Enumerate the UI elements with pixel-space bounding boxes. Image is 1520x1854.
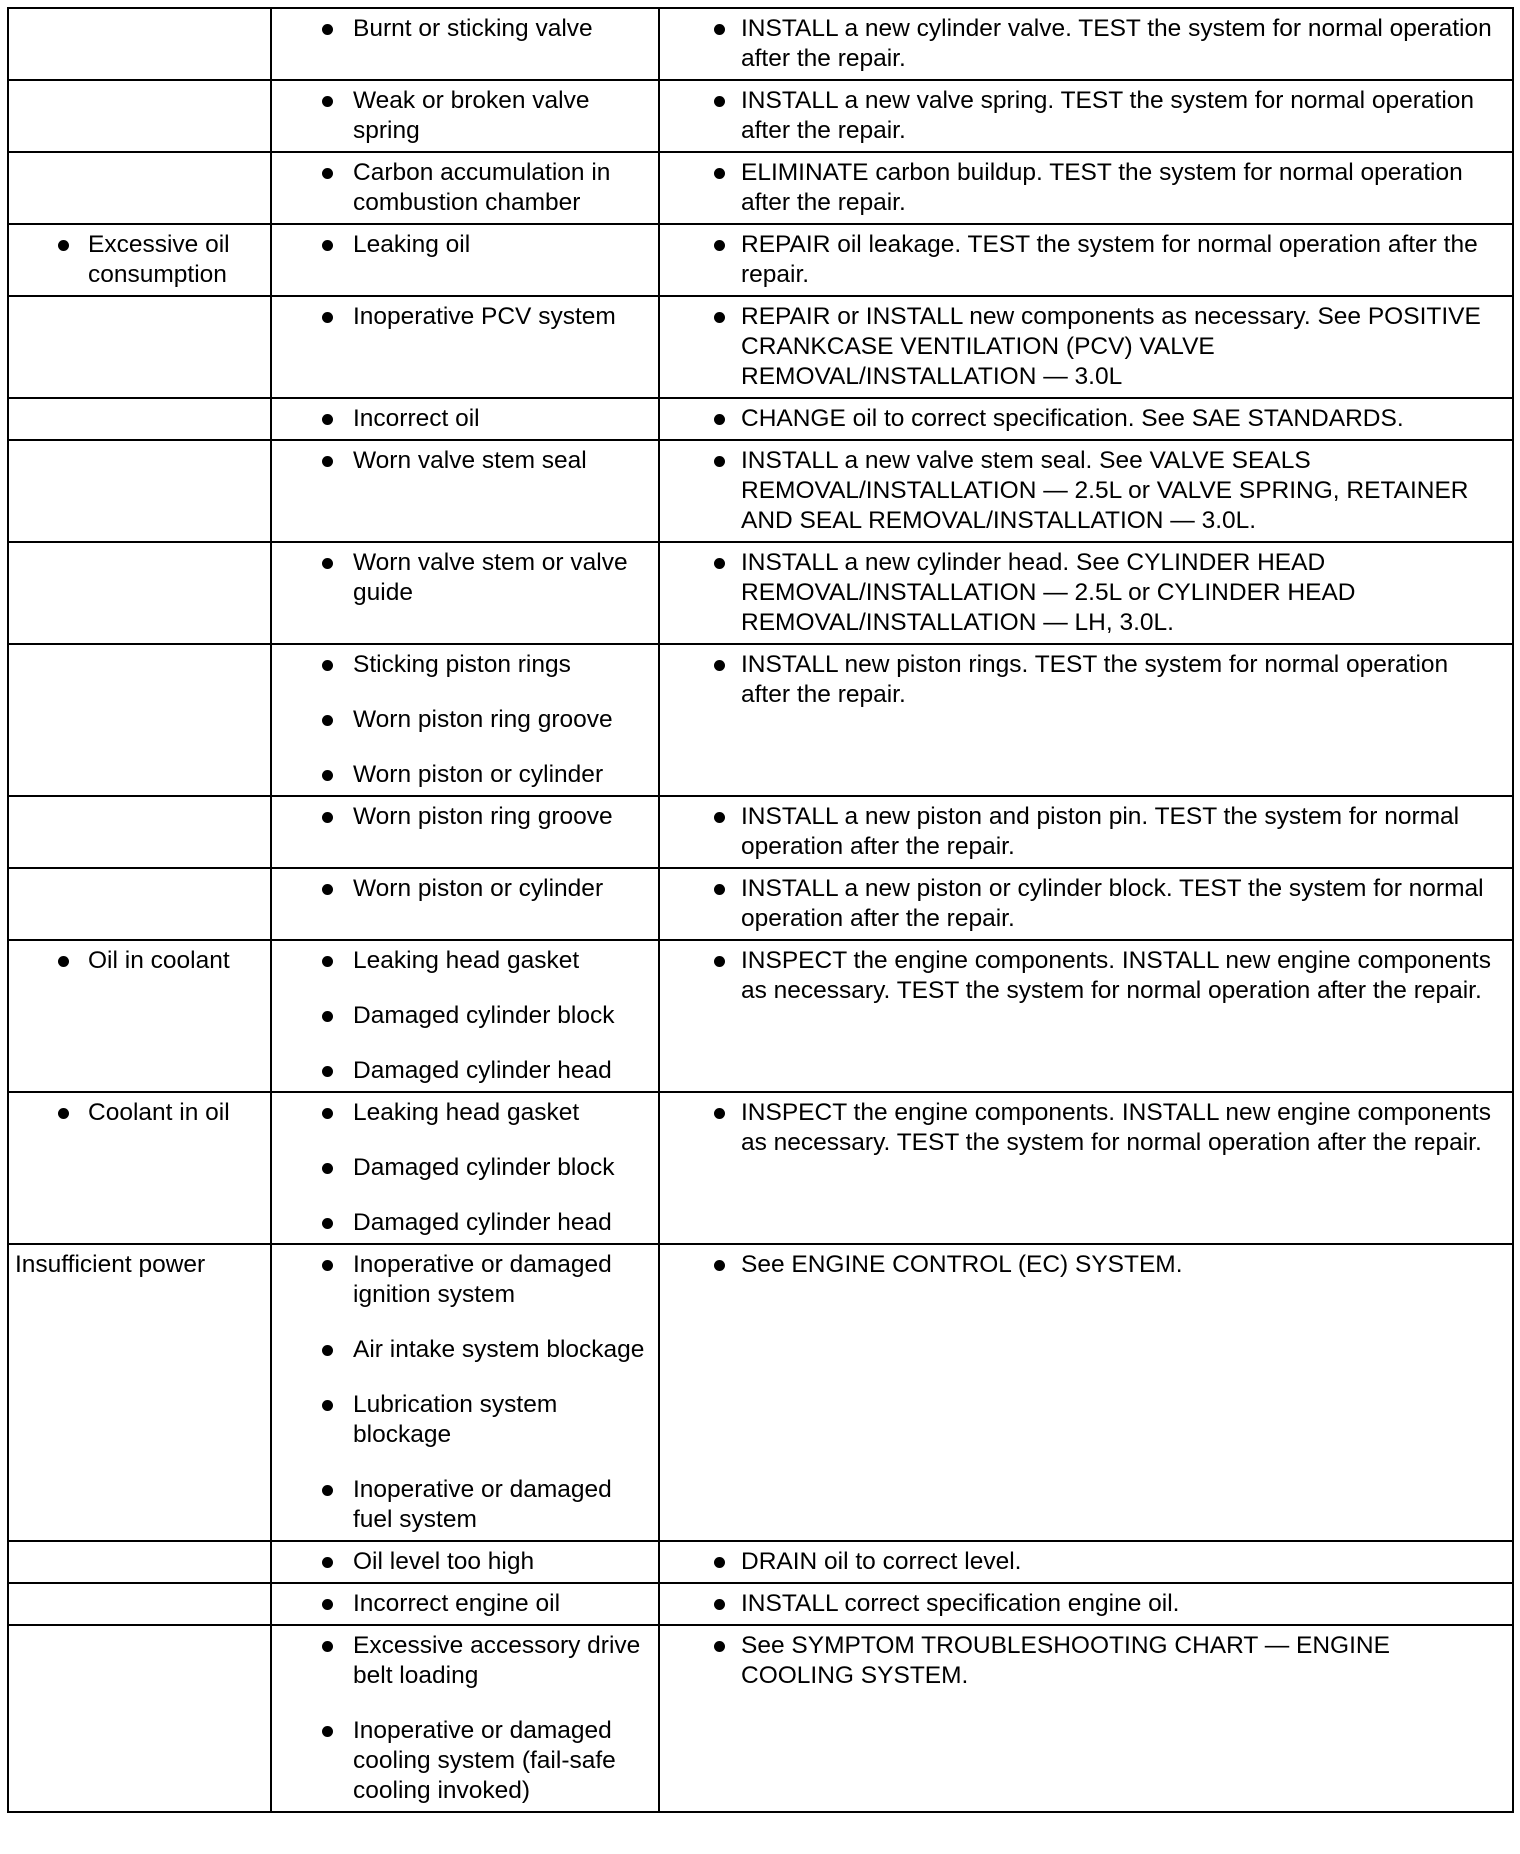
cause-text: Damaged cylinder head	[353, 1057, 612, 1084]
symptom-item	[13, 230, 262, 290]
bullet-icon	[714, 812, 725, 823]
action-text: ELIMINATE carbon buildup. TEST the system for normal operation after the repair.	[741, 159, 1463, 216]
cause-item	[276, 802, 650, 832]
cause-item	[276, 1001, 650, 1031]
action-cell	[659, 1092, 1513, 1244]
cause-item	[276, 158, 650, 218]
symptom-cell	[8, 80, 271, 152]
symptom-text: Excessive oil consumption	[88, 231, 230, 288]
action-text: REPAIR oil leakage. TEST the system for normal operation after the repair.	[741, 231, 1478, 288]
cause-item	[276, 760, 650, 790]
action-item	[664, 874, 1504, 934]
action-item	[664, 946, 1504, 1006]
action-item	[664, 1098, 1504, 1158]
symptom-cell	[8, 1625, 271, 1812]
action-cell	[659, 1583, 1513, 1625]
cause-cell	[271, 1583, 659, 1625]
bullet-icon	[714, 884, 725, 895]
cause-item	[276, 1335, 650, 1365]
action-cell	[659, 796, 1513, 868]
action-item	[664, 302, 1504, 392]
cause-text: Burnt or sticking valve	[353, 15, 593, 42]
bullet-icon	[714, 660, 725, 671]
symptom-cell	[8, 224, 271, 296]
cause-cell	[271, 868, 659, 940]
cause-cell	[271, 940, 659, 1092]
cause-text: Damaged cylinder block	[353, 1002, 615, 1029]
cause-cell	[271, 224, 659, 296]
action-text: INSTALL correct specification engine oil.	[741, 1590, 1180, 1617]
cause-item	[276, 946, 650, 976]
bullet-icon	[322, 1218, 333, 1229]
cause-text: Damaged cylinder head	[353, 1209, 612, 1236]
cause-text: Worn valve stem or valve guide	[353, 549, 628, 606]
cause-text: Sticking piston rings	[353, 651, 571, 678]
cause-cell	[271, 8, 659, 80]
bullet-icon	[714, 240, 725, 251]
cause-cell	[271, 1625, 659, 1812]
action-text: INSPECT the engine components. INSTALL new engine components as necessary. TEST the system for normal operation after the repair.	[741, 1099, 1491, 1156]
action-item	[664, 1547, 1504, 1577]
table-row	[8, 440, 1513, 542]
cause-text: Leaking oil	[353, 231, 471, 258]
bullet-icon	[322, 456, 333, 467]
table-row	[8, 1092, 1513, 1244]
bullet-icon	[322, 312, 333, 323]
action-text: See SYMPTOM TROUBLESHOOTING CHART — ENGINE COOLING SYSTEM.	[741, 1632, 1390, 1689]
cause-item	[276, 1475, 650, 1535]
bullet-icon	[322, 884, 333, 895]
action-cell	[659, 296, 1513, 398]
symptom-cell	[8, 796, 271, 868]
symptom-cell	[8, 398, 271, 440]
bullet-icon	[714, 96, 725, 107]
bullet-icon	[322, 660, 333, 671]
bullet-icon	[322, 1108, 333, 1119]
cause-text: Air intake system blockage	[353, 1336, 645, 1363]
cause-item	[276, 1208, 650, 1238]
symptom-cell	[8, 868, 271, 940]
cause-text: Weak or broken valve spring	[353, 87, 590, 144]
cause-cell	[271, 644, 659, 796]
bullet-icon	[322, 168, 333, 179]
action-item	[664, 1589, 1504, 1619]
cause-item	[276, 705, 650, 735]
cause-item	[276, 1153, 650, 1183]
action-item	[664, 548, 1504, 638]
cause-cell	[271, 440, 659, 542]
bullet-icon	[322, 770, 333, 781]
action-cell	[659, 1541, 1513, 1583]
action-text: INSTALL a new cylinder valve. TEST the system for normal operation after the repair.	[741, 15, 1492, 72]
action-text: INSPECT the engine components. INSTALL new engine components as necessary. TEST the system for normal operation after the repair.	[741, 947, 1491, 1004]
cause-text: Lubrication system blockage	[353, 1391, 558, 1448]
symptom-cell	[8, 1244, 271, 1541]
symptom-item	[13, 946, 262, 976]
table-row	[8, 224, 1513, 296]
cause-text: Worn piston ring groove	[353, 803, 613, 830]
bullet-icon	[322, 1557, 333, 1568]
bullet-icon	[58, 1108, 69, 1119]
cause-text: Incorrect oil	[353, 405, 480, 432]
symptom-item	[13, 1098, 262, 1128]
table-row	[8, 796, 1513, 868]
action-item	[664, 14, 1504, 74]
action-text: INSTALL a new valve stem seal. See VALVE SEALS REMOVAL/INSTALLATION — 2.5L or VALVE SPRING, RETAINER AND SEAL REMOVAL/INSTALLATION — 3.0L.	[741, 447, 1469, 534]
cause-item	[276, 14, 650, 44]
table-row	[8, 1244, 1513, 1541]
symptom-cell	[8, 1583, 271, 1625]
cause-cell	[271, 1092, 659, 1244]
action-cell	[659, 80, 1513, 152]
cause-text: Carbon accumulation in combustion chamber	[353, 159, 611, 216]
symptom-cell	[8, 296, 271, 398]
cause-item	[276, 1098, 650, 1128]
cause-item	[276, 446, 650, 476]
symptom-text: Insufficient power	[15, 1251, 206, 1278]
bullet-icon	[322, 1066, 333, 1077]
cause-item	[276, 404, 650, 434]
action-text: REPAIR or INSTALL new components as necessary. See POSITIVE CRANKCASE VENTILATION (PCV) VALVE REMOVAL/INSTALLATION — 3.0L	[741, 303, 1481, 390]
cause-item	[276, 548, 650, 608]
cause-text: Worn piston ring groove	[353, 706, 613, 733]
symptom-cell	[8, 8, 271, 80]
action-cell	[659, 1625, 1513, 1812]
cause-item	[276, 1716, 650, 1806]
cause-cell	[271, 1541, 659, 1583]
symptom-cell	[8, 1541, 271, 1583]
symptom-cell	[8, 440, 271, 542]
action-item	[664, 86, 1504, 146]
cause-item	[276, 1631, 650, 1691]
bullet-icon	[322, 558, 333, 569]
bullet-icon	[322, 1163, 333, 1174]
cause-cell	[271, 398, 659, 440]
cause-item	[276, 650, 650, 680]
action-text: DRAIN oil to correct level.	[741, 1548, 1022, 1575]
symptom-text: Coolant in oil	[88, 1099, 230, 1126]
action-item	[664, 650, 1504, 710]
bullet-icon	[322, 1599, 333, 1610]
bullet-icon	[322, 1345, 333, 1356]
action-cell	[659, 644, 1513, 796]
cause-text: Leaking head gasket	[353, 1099, 580, 1126]
cause-item	[276, 874, 650, 904]
bullet-icon	[322, 715, 333, 726]
action-text: See ENGINE CONTROL (EC) SYSTEM.	[741, 1251, 1183, 1278]
cause-item	[276, 1056, 650, 1086]
symptom-cell	[8, 542, 271, 644]
bullet-icon	[714, 24, 725, 35]
troubleshooting-table-body	[8, 8, 1513, 1812]
bullet-icon	[714, 312, 725, 323]
action-text: INSTALL new piston rings. TEST the system for normal operation after the repair.	[741, 651, 1449, 708]
cause-text: Incorrect engine oil	[353, 1590, 561, 1617]
cause-text: Worn valve stem seal	[353, 447, 587, 474]
bullet-icon	[714, 414, 725, 425]
table-row	[8, 1583, 1513, 1625]
bullet-icon	[322, 1726, 333, 1737]
cause-cell	[271, 542, 659, 644]
action-cell	[659, 868, 1513, 940]
bullet-icon	[58, 240, 69, 251]
table-row	[8, 398, 1513, 440]
table-row	[8, 940, 1513, 1092]
action-item	[664, 802, 1504, 862]
table-row	[8, 152, 1513, 224]
bullet-icon	[322, 24, 333, 35]
cause-cell	[271, 796, 659, 868]
troubleshooting-table	[7, 7, 1514, 1813]
bullet-icon	[714, 1108, 725, 1119]
cause-text: Inoperative PCV system	[353, 303, 616, 330]
action-item	[664, 1250, 1504, 1280]
cause-item	[276, 1390, 650, 1450]
cause-cell	[271, 152, 659, 224]
action-item	[664, 230, 1504, 290]
table-row	[8, 80, 1513, 152]
cause-item	[276, 1547, 650, 1577]
cause-text: Excessive accessory drive belt loading	[353, 1632, 641, 1689]
bullet-icon	[322, 414, 333, 425]
action-item	[664, 446, 1504, 536]
bullet-icon	[322, 1485, 333, 1496]
action-cell	[659, 152, 1513, 224]
bullet-icon	[714, 1599, 725, 1610]
action-cell	[659, 440, 1513, 542]
bullet-icon	[322, 956, 333, 967]
cause-cell	[271, 296, 659, 398]
bullet-icon	[714, 956, 725, 967]
table-row	[8, 542, 1513, 644]
bullet-icon	[322, 240, 333, 251]
bullet-icon	[322, 812, 333, 823]
action-cell	[659, 542, 1513, 644]
cause-text: Inoperative or damaged fuel system	[353, 1476, 612, 1533]
symptom-cell	[8, 644, 271, 796]
action-cell	[659, 398, 1513, 440]
bullet-icon	[322, 1011, 333, 1022]
cause-item	[276, 302, 650, 332]
action-item	[664, 404, 1504, 434]
table-row	[8, 8, 1513, 80]
table-row	[8, 1625, 1513, 1812]
bullet-icon	[714, 168, 725, 179]
symptom-cell	[8, 1092, 271, 1244]
cause-text: Worn piston or cylinder	[353, 761, 604, 788]
cause-item	[276, 1589, 650, 1619]
cause-item	[276, 1250, 650, 1310]
cause-text: Leaking head gasket	[353, 947, 580, 974]
cause-item	[276, 230, 650, 260]
bullet-icon	[714, 1557, 725, 1568]
bullet-icon	[714, 456, 725, 467]
action-text: CHANGE oil to correct specification. See SAE STANDARDS.	[741, 405, 1404, 432]
action-cell	[659, 224, 1513, 296]
action-item	[664, 1631, 1504, 1691]
cause-text: Inoperative or damaged cooling system (fail-safe cooling invoked)	[353, 1717, 616, 1804]
table-row	[8, 296, 1513, 398]
cause-text: Worn piston or cylinder	[353, 875, 604, 902]
cause-cell	[271, 80, 659, 152]
bullet-icon	[714, 1641, 725, 1652]
cause-text: Damaged cylinder block	[353, 1154, 615, 1181]
bullet-icon	[322, 96, 333, 107]
cause-text: Inoperative or damaged ignition system	[353, 1251, 612, 1308]
action-text: INSTALL a new valve spring. TEST the system for normal operation after the repair.	[741, 87, 1475, 144]
action-cell	[659, 1244, 1513, 1541]
table-row	[8, 1541, 1513, 1583]
bullet-icon	[322, 1641, 333, 1652]
bullet-icon	[322, 1400, 333, 1411]
bullet-icon	[58, 956, 69, 967]
cause-text: Oil level too high	[353, 1548, 535, 1575]
symptom-text: Oil in coolant	[88, 947, 230, 974]
table-row	[8, 644, 1513, 796]
bullet-icon	[714, 1260, 725, 1271]
action-text: INSTALL a new piston or cylinder block. TEST the system for normal operation after the repair.	[741, 875, 1484, 932]
cause-item	[276, 86, 650, 146]
cause-cell	[271, 1244, 659, 1541]
action-cell	[659, 940, 1513, 1092]
bullet-icon	[714, 558, 725, 569]
action-text: INSTALL a new piston and piston pin. TEST the system for normal operation after the repair.	[741, 803, 1460, 860]
action-cell	[659, 8, 1513, 80]
action-text: INSTALL a new cylinder head. See CYLINDER HEAD REMOVAL/INSTALLATION — 2.5L or CYLINDER HEAD REMOVAL/INSTALLATION — LH, 3.0L.	[741, 549, 1356, 636]
action-item	[664, 158, 1504, 218]
bullet-icon	[322, 1260, 333, 1271]
symptom-cell	[8, 152, 271, 224]
symptom-cell	[8, 940, 271, 1092]
table-row	[8, 868, 1513, 940]
